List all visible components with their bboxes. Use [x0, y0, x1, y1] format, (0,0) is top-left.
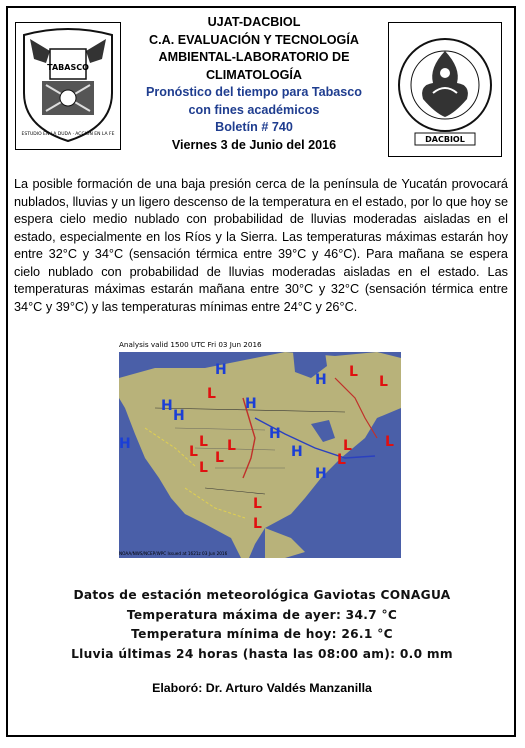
low-pressure-marker: L — [215, 450, 224, 466]
bulletin-number: Boletín # 740 — [215, 120, 293, 134]
bulletin-date: Viernes 3 de Junio del 2016 — [171, 137, 337, 152]
ujat-logo-motto: ESTUDIO EN LA DUDA · ACCIÓN EN LA FE — [21, 132, 115, 137]
map-title: Analysis valid 1500 UTC Fri 03 Jun 2016 — [119, 340, 262, 349]
low-pressure-marker: L — [199, 434, 208, 450]
ujat-logo — [15, 22, 121, 150]
forecast-title-1: Pronóstico del tiempo para Tabasco — [145, 85, 362, 99]
high-pressure-marker: H — [315, 372, 327, 388]
low-pressure-marker: L — [343, 438, 352, 454]
high-pressure-marker: H — [245, 396, 257, 412]
low-pressure-marker: L — [337, 452, 346, 468]
high-pressure-marker: H — [269, 426, 281, 442]
ujat-logo-text: TABASCO — [47, 63, 89, 72]
high-pressure-marker: H — [119, 436, 131, 452]
unit-line-2: AMBIENTAL-LABORATORIO DE — [158, 50, 350, 64]
high-pressure-marker: H — [315, 466, 327, 482]
forecast-title-2: con fines académicos — [188, 102, 320, 117]
min-temperature: Temperatura mínima de hoy: 26.1 °C — [131, 627, 393, 642]
low-pressure-marker: L — [349, 364, 358, 380]
unit-line-3: CLIMATOLOGÍA — [205, 67, 303, 82]
dacbiol-logo — [388, 22, 502, 157]
unit-line-1: C.A. EVALUACIÓN Y TECNOLOGÍA — [149, 32, 359, 47]
map-footer: NOAA/NWS/NCEP/WPC Issued at 1621z 03 Jun 2016 — [119, 551, 228, 556]
high-pressure-marker: H — [215, 362, 227, 378]
low-pressure-marker: L — [227, 438, 236, 454]
low-pressure-marker: L — [199, 460, 208, 476]
high-pressure-marker: H — [173, 408, 185, 424]
high-pressure-marker: H — [161, 398, 173, 414]
low-pressure-marker: L — [189, 444, 198, 460]
station-title: Datos de estación meteorológica Gaviotas CONAGUA — [73, 588, 451, 602]
low-pressure-marker: L — [379, 374, 388, 390]
low-pressure-marker: L — [385, 434, 394, 450]
weather-map — [115, 338, 401, 558]
low-pressure-marker: L — [207, 386, 216, 402]
low-pressure-marker: L — [253, 516, 262, 532]
author-credit: Elaboró: Dr. Arturo Valdés Manzanilla — [152, 681, 372, 695]
low-pressure-marker: L — [253, 496, 262, 512]
bulletin-header — [128, 14, 380, 154]
rainfall-24h: Lluvia últimas 24 horas (hasta las 08:00 am): 0.0 mm — [71, 646, 453, 661]
org-name: UJAT-DACBIOL — [207, 15, 301, 29]
high-pressure-marker: H — [291, 444, 303, 460]
dacbiol-logo-text: DACBIOL — [425, 135, 465, 144]
max-temperature: Temperatura máxima de ayer: 34.7 °C — [126, 607, 398, 622]
forecast-paragraph: La posible formación de una baja presión cerca de la península de Yucatán provocará nublados, lluvias y un ligero descenso de la temperatura en el estado, por lo que hoy se espera cielo medio nublado con probabilidad de lluvias moderadas aisladas en el estado, especialmente en los Ríos y la Sierra. Las temperaturas máximas estarán hoy entre 32°C y 34°C (sensación térmica entre 39°C y 46°C). Para mañana se espera cielo nublado con probabilidad de lluvias moderadas aisladas en el estado. Las temperaturas máximas estarán mañana entre 30°C y 32°C (sensación térmica entre 34°C y 39°C) y las temperaturas mínimas entre 24°C y 26°C. — [14, 177, 508, 314]
station-data — [40, 586, 484, 664]
